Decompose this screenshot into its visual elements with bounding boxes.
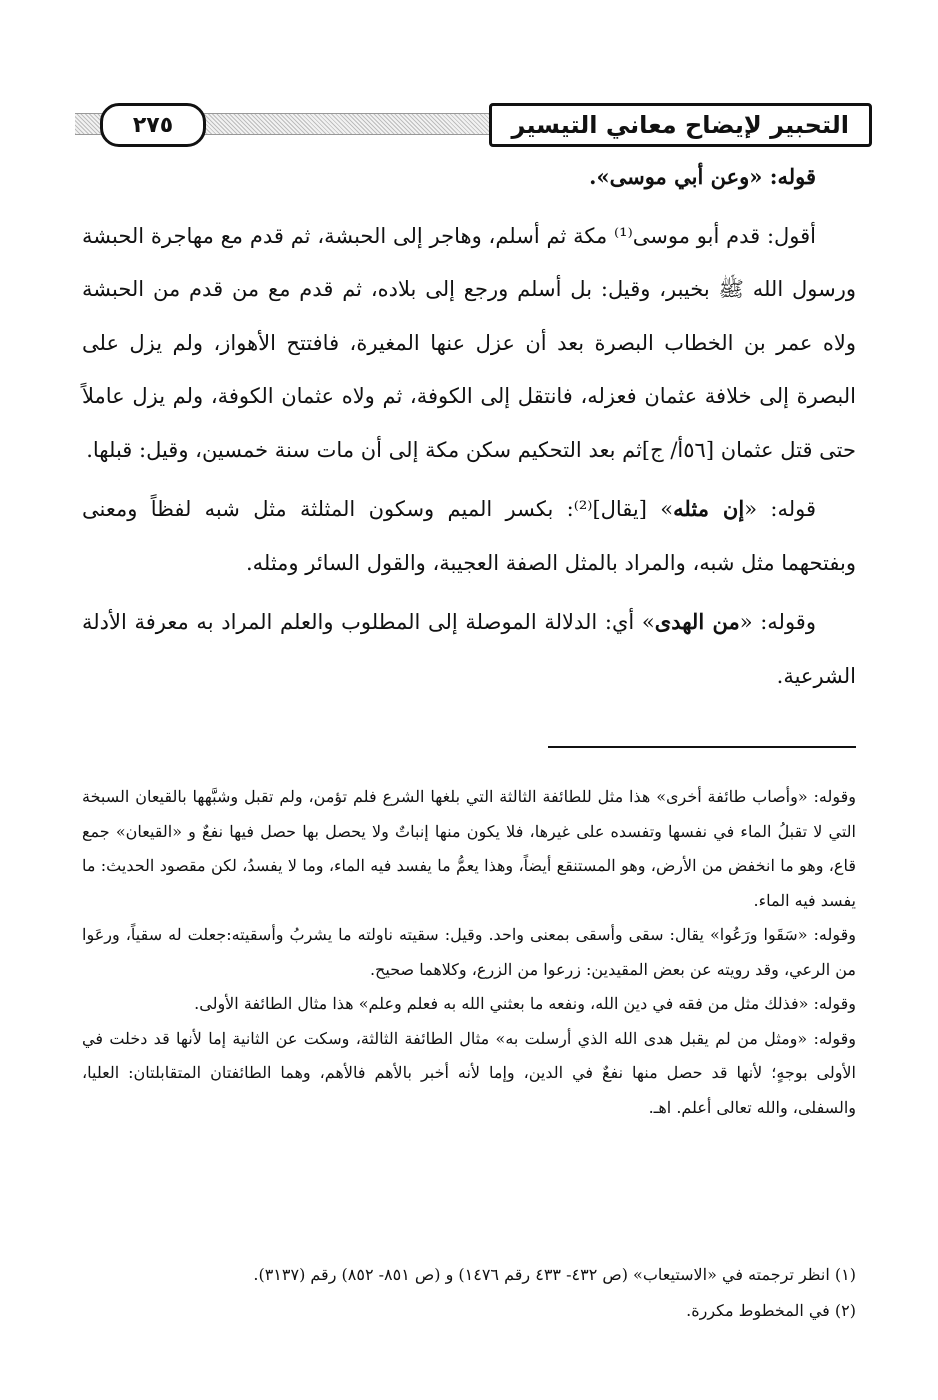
main-text: [82, 150, 856, 703]
body-paragraph-3: [82, 482, 856, 590]
body-paragraph-3-rest: » [يقال]⁽²⁾: بكسر الميم وسكون المثلثة مثل شبه لفظاً ومعنى وبفتحهما مثل شبه، والمراد بالمثل الصفة العجيبة، والقول السائر ومثله.: [82, 497, 856, 575]
body-paragraph-4-rest: » أي: الدلالة الموصلة إلى المطلوب والعلم المراد به معرفة الأدلة الشرعية.: [82, 610, 856, 688]
page-number: ٢٧٥: [132, 112, 174, 138]
note-paragraph-1: وقوله: «وأصاب طائفة أخرى» هذا مثل للطائفة الثالثة التي بلغها الشرع فلم تؤمن، ولم تقبل وشبَّهها بالقيعان السبخة التي لا تقبلُ الماء في نفسها وتفسده على غيرها، فلا يكون منها إنباتٌ ولا يحصل بها حصل فيها نفعٌ و «القيعان» جمع قاع، وهو ما انخفض من الأرض، وهو المستنقع أيضاً، وهذا يعمُّ ما يفسد فيه الماء، وما لا يفسدُ، لكن مقصود الحديث: ما يفسد فيه الماء.: [82, 787, 857, 910]
footnote-divider: [548, 746, 856, 748]
body-paragraph-4: [82, 595, 856, 703]
body-paragraph-3-term: إن مثله: [673, 496, 745, 521]
body-paragraph-2: أقول: قدم أبو موسى⁽¹⁾ مكة ثم أسلم، وهاجر إلى الحبشة، ثم قدم مع مهاجرة الحبشة ورسول الله ﷺ بخيبر، وقيل: بل أسلم ورجع إلى بلاده، ثم قدم مع من قدم من الحبشة ولاه عمر بن الخطاب البصرة بعد أن عزل عنها المغيرة، فافتتح الأهواز، ولم يزل على البصرة إلى خلافة عثمان فعزله، فانتقل إلى الكوفة، ثم ولاه عثمان الكوفة، ولم يزل عاملاً حتى قتل عثمان [٥٦أ/ ج]ثم بعد التحكيم سكن مكة إلى أن مات سنة خمسين، وقيل: قبلها.: [82, 223, 856, 462]
note-paragraph-3: وقوله: «فذلك مثل من فقه في دين الله، ونفعه ما بعثني الله به فعلم وعلم» هذا مثال الطائفة الأولى.: [194, 994, 856, 1013]
body-paragraph-1: [82, 150, 856, 205]
body-paragraph-3-lead: قوله: «: [744, 497, 816, 521]
footnote-1: (١) انظر ترجمته في «الاستيعاب» (ص ٤٣٢- ٤٣٣ رقم ١٤٧٦) و (ص ٨٥١- ٨٥٢) رقم (٣١٣٧).: [253, 1265, 856, 1284]
footnote-2: (٢) في المخطوط مكررة.: [686, 1301, 856, 1320]
body-paragraph-4-lead: وقوله: «: [739, 610, 816, 634]
running-title-text: التحبير لإيضاح معاني التيسير: [511, 111, 849, 139]
body-paragraph-4-term: من الهدى: [654, 609, 740, 634]
body-paragraph-1-label: قوله: «وعن أبي موسى».: [589, 164, 816, 189]
note-paragraph-4: وقوله: «ومثل من لم يقبل هدى الله الذي أرسلت به» مثال الطائفة الثالثة، وسكت عن الثانية إما لأنها قد دخلت في الأولى بوجهٍ؛ لأنها قد حصل منها نفعٌ في الدين، وإما لأنه أخبر بالأهم فالأهم، وهما الطائفتان المتقابلتان: العليا، والسفلى، والله تعالى أعلم. اهـ.: [82, 1028, 857, 1117]
continued-note: [82, 780, 856, 1125]
footnotes: [82, 1257, 856, 1329]
running-title: [489, 103, 872, 147]
note-paragraph-2: وقوله: «سَقَوا ورَعُوا» يقال: سقى وأسقى بمعنى واحد. وقيل: سقيته ناولته ما يشربُ وأسقيته:جعلت له سقياً، ورعَوا من الرعي، وقد رويته عن بعض المقيدين: زرعوا من الزرع، وكلاهما صحيح.: [82, 925, 856, 979]
page-number-badge: [100, 103, 206, 147]
